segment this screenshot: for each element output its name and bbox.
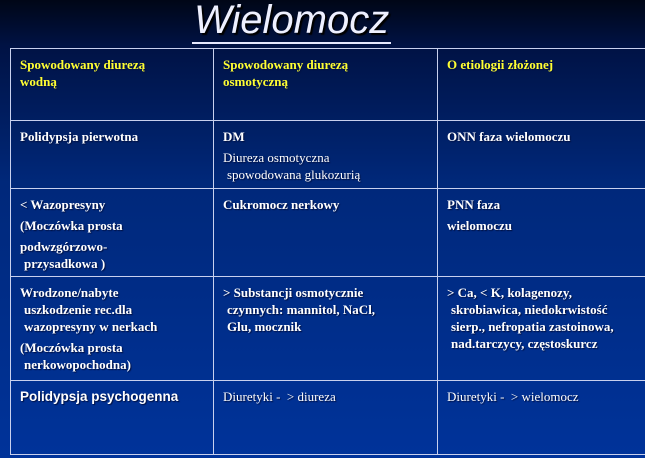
cell-text: Diuretyki - > diureza bbox=[223, 389, 336, 404]
cell-text: > Substancji osmotycznie bbox=[223, 285, 364, 300]
cell-text: Polidypsja pierwotna bbox=[20, 129, 139, 144]
table-cell bbox=[11, 277, 214, 381]
table-header-row bbox=[11, 49, 645, 121]
header-text: Spowodowany diurezą wodną bbox=[20, 57, 146, 89]
cell-text: Diureza osmotyczna bbox=[223, 150, 330, 165]
cell-text: Diuretyki - > wielomocz bbox=[447, 389, 579, 404]
cell-text: < Wazopresyny bbox=[20, 197, 106, 212]
header-water-diuresis bbox=[11, 49, 214, 121]
header-text: Spowodowany diurezą osmotyczną bbox=[223, 57, 349, 89]
cell-text: nerkowopochodna) bbox=[24, 357, 131, 372]
table-cell bbox=[11, 189, 214, 277]
table-cell bbox=[438, 189, 645, 277]
table-cell bbox=[214, 277, 438, 381]
slide-title: Wielomocz bbox=[194, 0, 390, 42]
cell-text: nad.tarczycy, częstoskurcz bbox=[451, 336, 598, 351]
cell-text: (Moczówka prosta bbox=[20, 218, 123, 233]
cell-text: Cukromocz nerkowy bbox=[223, 197, 340, 212]
cell-text: ONN faza wielomoczu bbox=[447, 129, 571, 144]
cell-text: czynnych: mannitol, NaCl, bbox=[227, 302, 376, 317]
cell-text: Glu, mocznik bbox=[227, 319, 302, 334]
table-row bbox=[11, 121, 645, 189]
cell-text: Polidypsja psychogenna bbox=[20, 389, 179, 404]
table-row bbox=[11, 277, 645, 381]
table-cell bbox=[214, 381, 438, 455]
cell-text: uszkodzenie rec.dla bbox=[24, 302, 133, 317]
header-text: O etiologii złożonej bbox=[447, 57, 554, 72]
table-row bbox=[11, 381, 645, 455]
table-cell bbox=[11, 121, 214, 189]
cell-text: (Moczówka prosta bbox=[20, 340, 123, 355]
header-osmotic-diuresis bbox=[214, 49, 438, 121]
cell-text: wielomoczu bbox=[447, 218, 512, 233]
table-cell bbox=[214, 189, 438, 277]
table-cell bbox=[214, 121, 438, 189]
cell-text: przysadkowa ) bbox=[24, 256, 106, 271]
cell-text: spowodowana glukozurią bbox=[227, 167, 361, 182]
table-cell bbox=[438, 121, 645, 189]
polyuria-table bbox=[10, 48, 645, 455]
cell-text: wazopresyny w nerkach bbox=[24, 319, 158, 334]
table-cell bbox=[438, 381, 645, 455]
cell-text: PNN faza bbox=[447, 197, 501, 212]
cell-text: skrobiawica, niedokrwistość bbox=[451, 302, 608, 317]
cell-text: Wrodzone/nabyte bbox=[20, 285, 119, 300]
cell-text: DM bbox=[223, 129, 245, 144]
header-complex-etiology bbox=[438, 49, 645, 121]
cell-text: sierp., nefropatia zastoinowa, bbox=[451, 319, 614, 334]
cell-text: podwzgórzowo- bbox=[20, 239, 108, 254]
table-cell bbox=[438, 277, 645, 381]
cell-text: > Ca, < K, kolagenozy, bbox=[447, 285, 572, 300]
table-row bbox=[11, 189, 645, 277]
table-cell bbox=[11, 381, 214, 455]
